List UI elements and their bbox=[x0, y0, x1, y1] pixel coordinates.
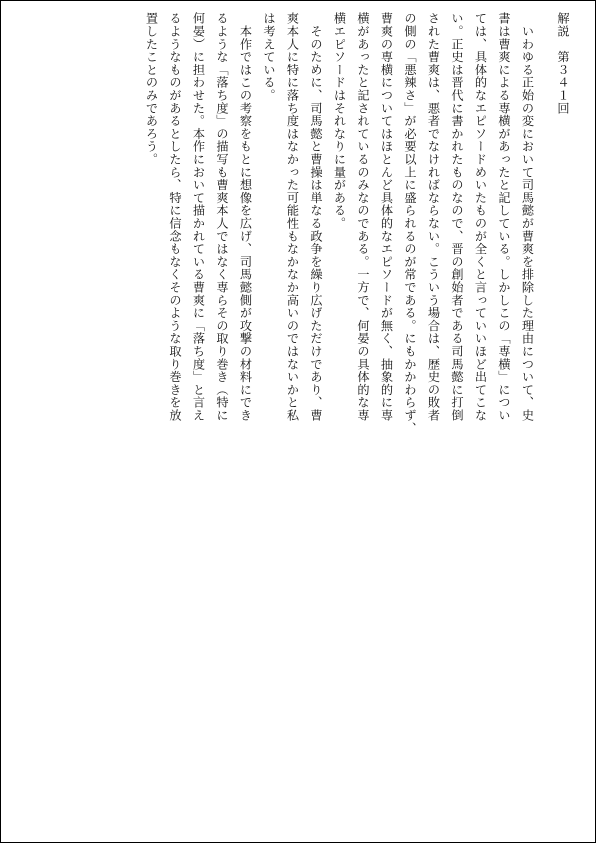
text-line: は考えている。 bbox=[262, 12, 276, 102]
text-line: ては、具体的なエピソードめいたものが全くと言っていいほど出てこな bbox=[473, 12, 488, 422]
vertical-text-block bbox=[139, 12, 574, 452]
text-line: いわゆる正始の変において司馬懿が曹爽を排除した理由について、史 bbox=[520, 12, 535, 422]
text-line: 曹爽の専横についてはほとんど具体的なエピソードが無く、抽象的に専 bbox=[379, 12, 394, 422]
text-line: るような「落ち度」の描写も曹爽本人ではなく専らその取り巻き（特に bbox=[215, 12, 229, 422]
text-line: 置したことのみであろう。 bbox=[144, 12, 159, 166]
text-line: るようなものがあるとしたら、特に信念もなくそのような取り巻きを放 bbox=[168, 12, 182, 422]
heading-gap bbox=[539, 12, 551, 452]
text-line: の側の「悪辣さ」が必要以上に盛られるのが常である。にもかかわらず、 bbox=[403, 12, 417, 435]
text-line: 横があったと記されているのみなのである。一方で、何晏の具体的な専 bbox=[356, 12, 370, 422]
text-line: 横エピソードはそれなりに量がある。 bbox=[332, 12, 347, 230]
text-line: い。正史は晋代に書かれたものなので、晋の創始者である司馬懿に打倒 bbox=[450, 12, 464, 422]
text-line: 何晏）に担わせた。本作において描かれている曹爽に「落ち度」と言え bbox=[191, 12, 206, 422]
text-line: そのために、司馬懿と曹操は単なる政争を繰り広げただけであり、曹 bbox=[309, 12, 323, 422]
page-heading: 解説 第３４１回 bbox=[556, 12, 570, 115]
text-line: 本作ではこの考察をもとに想像を広げ、司馬懿側が攻撃の材料にでき bbox=[238, 12, 253, 422]
text-line: 爽本人に特に落ち度はなかった可能性もなかなか高いのではないかと私 bbox=[285, 12, 300, 422]
text-line: 書は曹爽による専横があったと記している。しかしこの「専横」につい bbox=[497, 12, 511, 422]
text-line: された曹爽は、悪者でなければならない。こういう場合は、歴史の敗者 bbox=[426, 12, 441, 422]
